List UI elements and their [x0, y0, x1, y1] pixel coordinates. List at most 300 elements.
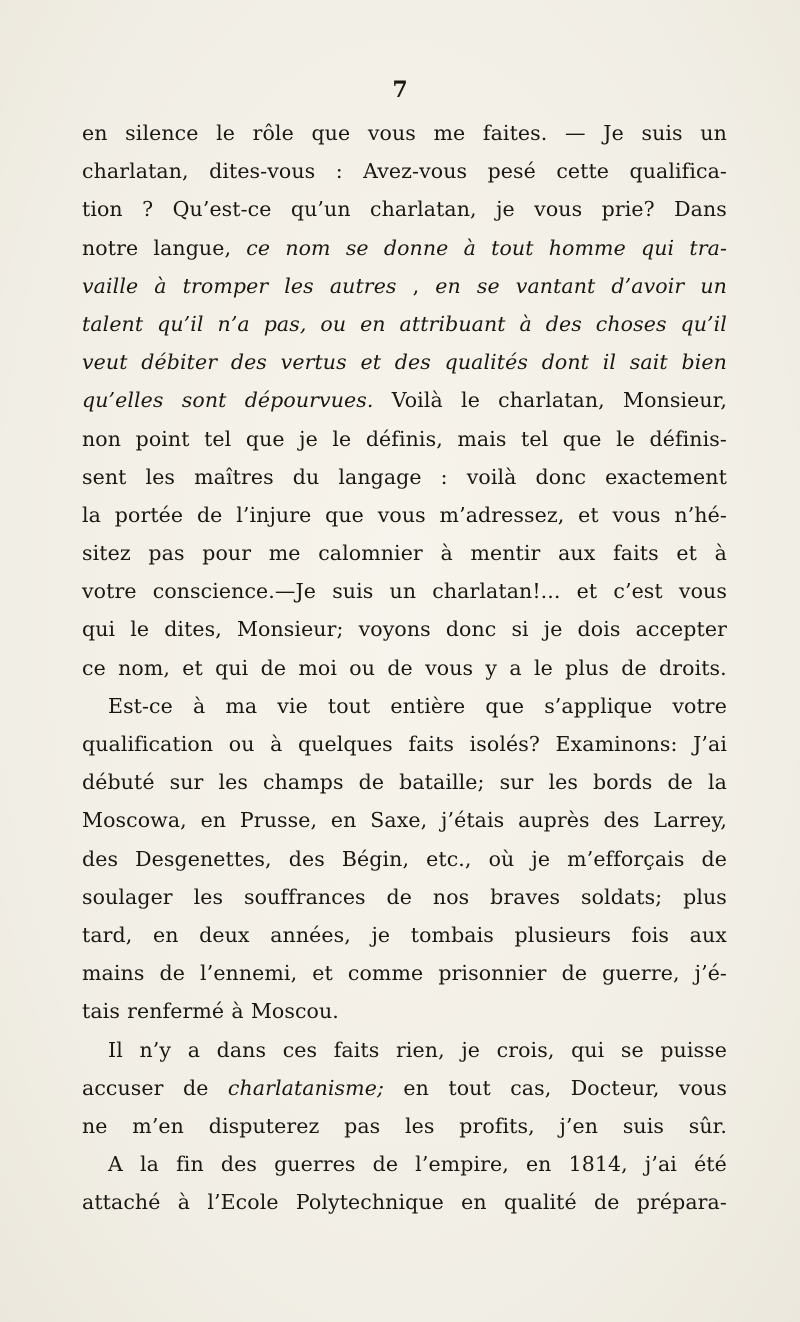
word: de	[196, 502, 223, 527]
text-line	[82, 687, 727, 725]
word: fois	[631, 922, 670, 947]
word: tromper	[182, 273, 269, 298]
word: il	[602, 350, 617, 375]
text-line	[82, 458, 727, 496]
word: soulager	[82, 884, 173, 909]
word: pas,	[263, 311, 307, 336]
word: votre	[672, 693, 727, 718]
word: donne	[383, 235, 449, 260]
word: bien	[681, 350, 727, 375]
word: quelques	[298, 732, 393, 756]
word: qualifica-	[629, 159, 727, 184]
word: faits	[408, 732, 455, 756]
word: la	[707, 770, 727, 795]
word: j’en	[559, 1113, 599, 1138]
word: charlatan,	[370, 197, 477, 222]
word: qu’elles	[82, 388, 164, 413]
word: a	[187, 1037, 201, 1062]
word: disputerez	[208, 1113, 320, 1138]
word: un	[389, 579, 417, 604]
word: suis	[641, 121, 683, 145]
word: me	[268, 541, 301, 566]
text-line	[82, 496, 727, 534]
word: qu’un	[290, 197, 351, 222]
word: nom,	[118, 655, 171, 680]
word: en	[435, 273, 461, 298]
word: faites.	[482, 121, 548, 145]
text-line	[82, 1145, 727, 1183]
word: de	[667, 770, 693, 795]
word: n’a	[217, 311, 250, 336]
word: vous	[612, 502, 661, 527]
word: de	[594, 1190, 620, 1215]
word: Est-ce	[108, 693, 173, 718]
word: charlatan,	[82, 159, 189, 184]
word: attaché	[82, 1190, 161, 1215]
text-line	[82, 801, 727, 839]
word: Larrey,	[653, 808, 727, 833]
word: je	[299, 426, 318, 451]
word: bataille;	[399, 770, 485, 795]
word: Moscou.	[250, 999, 339, 1024]
word: Prusse,	[239, 808, 318, 833]
word: se	[345, 235, 369, 260]
word: tra-	[689, 235, 727, 260]
word: comme	[347, 961, 424, 986]
word: Docteur,	[570, 1075, 660, 1100]
word: guerres	[274, 1152, 356, 1177]
word: votre	[82, 579, 137, 604]
word: ce	[246, 235, 271, 260]
word: du	[292, 464, 320, 489]
word: ou	[320, 311, 347, 336]
word: dites-vous	[209, 159, 316, 184]
word: les	[145, 464, 176, 489]
word: que	[311, 121, 351, 145]
word: prisonnier	[438, 961, 547, 986]
word: en	[360, 311, 386, 336]
word: que	[245, 426, 285, 451]
word: débuté	[82, 770, 155, 795]
word: qu’il	[680, 311, 727, 336]
word: me	[433, 121, 466, 145]
word: et	[578, 502, 599, 527]
word: prépara-	[636, 1190, 727, 1215]
word: ma	[225, 693, 258, 718]
word: 1814,	[568, 1152, 628, 1177]
word: ,	[412, 273, 420, 298]
word: renfermé	[127, 999, 225, 1024]
word: en	[403, 1075, 429, 1100]
word: voilà	[466, 464, 517, 489]
word: Moscowa,	[82, 808, 187, 833]
word: des	[230, 350, 267, 375]
word: homme	[548, 235, 626, 260]
word: ce	[82, 655, 106, 680]
word: en	[461, 1190, 487, 1215]
word: point	[135, 426, 190, 451]
word: le	[461, 388, 480, 413]
word: ?	[142, 197, 154, 222]
word: qualification	[82, 732, 214, 756]
word: à	[440, 541, 453, 566]
word: J’ai	[693, 732, 727, 756]
word: la	[82, 502, 101, 527]
word: exactement	[605, 464, 727, 489]
word: Je	[603, 121, 624, 145]
word: nom	[285, 235, 331, 260]
word: à	[463, 235, 476, 260]
word: aux	[558, 541, 596, 566]
word: champs	[263, 770, 344, 795]
word: Polytechnique	[295, 1190, 444, 1215]
word: bords	[592, 770, 653, 795]
word: notre	[82, 235, 139, 260]
word: talent	[82, 311, 144, 336]
word: ou	[228, 732, 255, 756]
text-line	[82, 954, 727, 992]
word: définis,	[365, 426, 443, 451]
word: la	[140, 1152, 159, 1177]
word: débiter	[141, 350, 218, 375]
word: mains	[82, 961, 145, 986]
word: se	[620, 1037, 644, 1062]
word: Bégin,	[341, 846, 410, 871]
word: pas	[344, 1113, 381, 1138]
word: pas	[148, 541, 185, 566]
word: le	[533, 655, 553, 680]
word: que	[325, 502, 364, 527]
word: donc	[445, 617, 497, 642]
word: si	[511, 617, 529, 642]
word: dois	[577, 617, 621, 642]
word: calomnier	[318, 541, 423, 566]
word: je	[531, 846, 551, 871]
word: tel	[204, 426, 232, 451]
word: Qu’est-ce	[172, 197, 272, 222]
word: sont	[181, 388, 227, 413]
word: Desgenettes,	[135, 846, 272, 871]
word: autres	[329, 273, 397, 298]
word: un	[700, 273, 727, 298]
text-line	[82, 878, 727, 916]
word: nos	[432, 884, 470, 909]
word: des	[394, 350, 431, 375]
word: qualité	[503, 1190, 577, 1215]
word: sitez	[82, 541, 131, 566]
text-line	[82, 229, 727, 267]
page-number: 7	[392, 77, 408, 103]
word: braves	[490, 884, 561, 909]
word: ces	[282, 1037, 318, 1062]
word: qui	[641, 235, 675, 260]
word: se	[476, 273, 500, 298]
word: pesé	[487, 159, 536, 184]
word: droits.	[659, 655, 727, 680]
word: plus	[683, 884, 727, 909]
word: de	[621, 655, 647, 680]
word: les	[218, 770, 248, 795]
word: de	[386, 884, 413, 909]
word: tout	[327, 693, 371, 718]
word: vous	[678, 579, 727, 604]
word: prie?	[601, 197, 655, 222]
word: l’ennemi,	[200, 961, 298, 986]
word: j’ai	[644, 1152, 677, 1177]
word: entière	[390, 693, 466, 718]
word: je	[543, 617, 563, 642]
word: accepter	[635, 617, 727, 642]
word: Dans	[674, 197, 727, 222]
word: à	[177, 1190, 191, 1215]
word: à	[231, 999, 244, 1024]
word: Examinons:	[555, 732, 678, 756]
word: de	[260, 655, 287, 680]
body-text	[82, 114, 727, 1221]
word: a	[509, 655, 522, 680]
word: plus	[565, 655, 609, 680]
word: auprès	[518, 808, 590, 833]
word: tais	[82, 999, 120, 1024]
word: —	[565, 121, 586, 145]
word: Monsieur,	[623, 388, 727, 413]
word: sur	[499, 770, 534, 795]
word: faits	[613, 541, 659, 566]
word: ne	[82, 1113, 108, 1138]
text-line	[82, 649, 727, 687]
word: silence	[125, 121, 199, 145]
word: Voilà	[391, 388, 443, 413]
word: tombais	[410, 922, 494, 947]
word: été	[694, 1152, 727, 1177]
word: je	[371, 922, 391, 947]
word: Avez-vous	[363, 159, 468, 184]
word: et	[576, 579, 598, 604]
word: d’avoir	[611, 273, 685, 298]
word: des	[288, 846, 325, 871]
word: en	[330, 808, 357, 833]
word: des	[220, 1152, 257, 1177]
text-line	[82, 572, 727, 610]
text-line	[82, 420, 727, 458]
word: langue,	[153, 235, 232, 260]
word: où	[488, 846, 515, 871]
word: soldats;	[581, 884, 663, 909]
word: crois,	[496, 1037, 555, 1062]
word: aux	[689, 922, 727, 947]
word: charlatanisme;	[227, 1075, 384, 1100]
word: vantant	[515, 273, 596, 298]
word: en	[200, 808, 227, 833]
word: m’en	[132, 1113, 184, 1138]
word: de	[387, 655, 413, 680]
word: tel	[521, 426, 549, 451]
word: j’é-	[694, 961, 727, 986]
word: fin	[176, 1152, 204, 1177]
word: les	[284, 273, 314, 298]
word: tard,	[82, 922, 133, 947]
text-line	[82, 610, 727, 648]
word: qualités	[444, 350, 528, 375]
word: vous	[678, 1075, 727, 1100]
word: portée	[114, 502, 184, 527]
word: j’étais	[441, 808, 505, 833]
word: je	[496, 197, 515, 222]
word: pour	[202, 541, 252, 566]
text-line	[82, 114, 727, 152]
word: années,	[270, 922, 351, 947]
word: en	[82, 121, 108, 145]
word: A	[108, 1152, 123, 1177]
word: moi	[298, 655, 338, 680]
text-line	[82, 840, 727, 878]
word: n’hé-	[674, 502, 727, 527]
word: rôle	[252, 121, 294, 145]
word: le	[216, 121, 235, 145]
word: des	[82, 846, 119, 871]
word: tion	[82, 197, 123, 222]
word: suis	[622, 1113, 665, 1138]
word: puisse	[660, 1037, 727, 1062]
word: non	[82, 426, 122, 451]
word: et	[182, 655, 203, 680]
text-line	[82, 343, 727, 381]
word: de	[159, 961, 185, 986]
word: y	[485, 655, 498, 680]
word: à	[192, 693, 206, 718]
word: et	[312, 961, 333, 986]
word: de	[358, 770, 385, 795]
text-line	[82, 534, 727, 572]
text-line	[82, 763, 727, 801]
word: en	[153, 922, 179, 947]
word: choses	[595, 311, 667, 336]
word: mentir	[470, 541, 541, 566]
word: de	[561, 961, 588, 986]
text-line	[82, 152, 727, 190]
word: vous	[534, 197, 583, 222]
word: et	[360, 350, 382, 375]
word: conscience.—Je	[152, 579, 317, 604]
text-line	[82, 190, 727, 228]
text-line	[82, 381, 727, 419]
word: le	[616, 426, 635, 451]
word: accuser	[82, 1075, 164, 1100]
text-line	[82, 992, 727, 1030]
word: sait	[629, 350, 668, 375]
word: qu’il	[157, 311, 204, 336]
word: suis	[332, 579, 374, 604]
word: vertus	[280, 350, 347, 375]
word: :	[335, 159, 343, 184]
word: des	[545, 311, 582, 336]
word: les	[405, 1113, 435, 1138]
word: isolés?	[469, 732, 540, 756]
word: les	[548, 770, 578, 795]
word: de	[182, 1075, 209, 1100]
word: l’injure	[236, 502, 312, 527]
word: m’efforçais	[567, 846, 685, 871]
word: vaille	[82, 273, 139, 298]
word: un	[700, 121, 727, 145]
word: langage	[338, 464, 422, 489]
word: dites,	[164, 617, 222, 642]
text-line	[82, 1031, 727, 1069]
word: en	[525, 1152, 552, 1177]
word: attribuant	[399, 311, 506, 336]
word: Monsieur;	[236, 617, 344, 642]
word: profits,	[459, 1113, 535, 1138]
word: cette	[556, 159, 610, 184]
word: :	[440, 464, 448, 489]
word: tout	[491, 235, 534, 260]
word: qui	[215, 655, 249, 680]
word: je	[461, 1037, 481, 1062]
word: s’applique	[544, 693, 653, 718]
word: tout	[448, 1075, 491, 1100]
text-line	[82, 725, 727, 763]
word: donc	[535, 464, 587, 489]
word: qui	[82, 617, 116, 642]
word: veut	[82, 350, 128, 375]
word: maîtres	[194, 464, 274, 489]
word: charlatan,	[498, 388, 605, 413]
word: m’adressez,	[439, 502, 565, 527]
word: Saxe,	[370, 808, 428, 833]
word: vie	[277, 693, 308, 718]
word: à	[519, 311, 532, 336]
text-line	[82, 1183, 727, 1221]
word: charlatan!...	[432, 579, 561, 604]
word: à	[270, 732, 283, 756]
word: Il	[108, 1037, 123, 1062]
word: des	[603, 808, 640, 833]
word: dépourvues.	[244, 388, 374, 413]
word: rien,	[395, 1037, 445, 1062]
word: faits	[333, 1037, 380, 1062]
word: vous	[425, 655, 474, 680]
word: définis-	[649, 426, 727, 451]
word: mais	[457, 426, 507, 451]
text-line	[82, 305, 727, 343]
word: le	[130, 617, 150, 642]
word: guerre,	[602, 961, 680, 986]
word: à	[714, 541, 727, 566]
word: de	[701, 846, 727, 871]
word: le	[332, 426, 352, 451]
word: que	[562, 426, 602, 451]
word: vous	[367, 121, 416, 145]
word: sur	[169, 770, 204, 795]
text-line	[82, 916, 727, 954]
text-line	[82, 1069, 727, 1107]
word: plusieurs	[514, 922, 612, 947]
text-line	[82, 1107, 727, 1145]
word: que	[485, 693, 525, 718]
word: souffrances	[243, 884, 366, 909]
word: sent	[82, 464, 127, 489]
word: n’y	[139, 1037, 172, 1062]
word: dont	[541, 350, 589, 375]
word: cas,	[510, 1075, 552, 1100]
word: deux	[199, 922, 250, 947]
word: dans	[216, 1037, 267, 1062]
word: etc.,	[426, 846, 472, 871]
word: qui	[571, 1037, 605, 1062]
word: ou	[349, 655, 376, 680]
word: vous	[377, 502, 426, 527]
word: les	[193, 884, 224, 909]
